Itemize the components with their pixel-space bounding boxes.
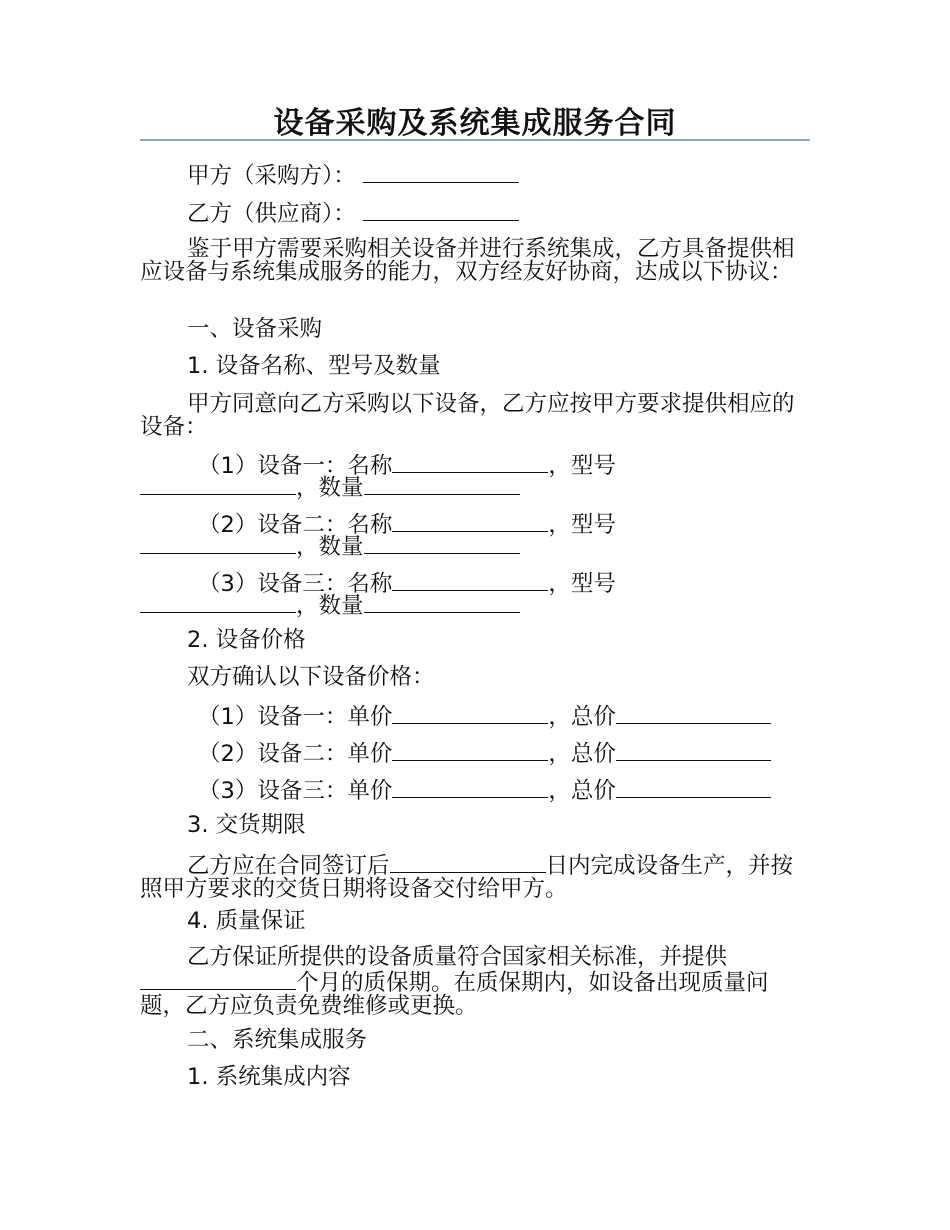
device-1-line-2 <box>140 474 810 500</box>
price-label: （1）设备一：单价 <box>198 704 393 730</box>
party-b-line <box>140 200 810 226</box>
section-2-item-1-heading: 1. 系统集成内容 <box>187 1064 351 1090</box>
device-2-line-2 <box>140 533 810 559</box>
warranty-months-blank <box>140 969 296 990</box>
device-3-line-2 <box>140 592 810 618</box>
section-1-item-4-text <box>140 946 810 1018</box>
model-label: ，型号 <box>548 453 616 479</box>
party-b-blank <box>363 200 519 221</box>
party-b-label: 乙方（供应商）： <box>187 201 356 227</box>
name-blank <box>392 511 548 532</box>
name-blank <box>392 452 548 473</box>
warranty-text-b: 个月的质保期。在质保期内，如设备出现质量问题，乙方应负责免费维修或更换。 <box>140 970 769 1019</box>
preamble-paragraph: 鉴于甲方需要采购相关设备并进行系统集成，乙方具备提供相应设备与系统集成服务的能力，双方经友好协商，达成以下协议： <box>140 236 795 285</box>
section-1-item-3-heading: 3. 交货期限 <box>187 812 306 838</box>
price-label: （2）设备二：单价 <box>198 741 393 767</box>
delivery-text-a: 乙方应在合同签订后 <box>187 853 390 879</box>
total-label: ，总价 <box>548 741 616 767</box>
section-2-heading: 二、系统集成服务 <box>187 1027 368 1053</box>
section-1-item-1-heading: 1. 设备名称、型号及数量 <box>187 353 441 379</box>
unit-price-blank <box>392 703 548 724</box>
qty-label: ，数量 <box>296 534 364 560</box>
party-a-label: 甲方（采购方）： <box>187 163 356 189</box>
qty-blank <box>364 592 520 613</box>
total-price-blank <box>616 703 771 724</box>
total-label: ，总价 <box>548 704 616 730</box>
device-label: （3）设备三：名称 <box>198 571 393 597</box>
model-label: ，型号 <box>548 512 616 538</box>
warranty-text-a: 乙方保证所提供的设备质量符合国家相关标准，并提供 <box>187 944 728 970</box>
section-1-item-2-text: 双方确认以下设备价格： <box>187 664 435 690</box>
model-blank <box>140 474 296 495</box>
qty-label: ，数量 <box>296 475 364 501</box>
device-label: （1）设备一：名称 <box>198 453 393 479</box>
party-a-line <box>140 162 810 188</box>
price-2-line <box>140 740 810 766</box>
price-1-line <box>140 703 810 729</box>
model-blank <box>140 592 296 613</box>
qty-label: ，数量 <box>296 593 364 619</box>
model-blank <box>140 533 296 554</box>
delivery-text-b: 日内完成设备生产，并按照甲方要求的交货日期将设备交付给甲方。 <box>140 853 794 902</box>
name-blank <box>392 570 548 591</box>
section-1-item-2-heading: 2. 设备价格 <box>187 627 306 653</box>
unit-price-blank <box>392 740 548 761</box>
document-title: 设备采购及系统集成服务合同 <box>273 106 677 141</box>
unit-price-blank <box>392 777 548 798</box>
price-label: （3）设备三：单价 <box>198 778 393 804</box>
qty-blank <box>364 533 520 554</box>
section-1-item-4-heading: 4. 质量保证 <box>187 908 306 934</box>
total-price-blank <box>616 740 771 761</box>
model-label: ，型号 <box>548 571 616 597</box>
qty-blank <box>364 474 520 495</box>
device-label: （2）设备二：名称 <box>198 512 393 538</box>
section-1-heading: 一、设备采购 <box>187 316 323 342</box>
party-a-blank <box>363 162 519 183</box>
total-label: ，总价 <box>548 778 616 804</box>
delivery-days-blank <box>390 852 546 873</box>
section-1-item-1-text: 甲方同意向乙方采购以下设备，乙方应按甲方要求提供相应的设备： <box>140 391 795 440</box>
total-price-blank <box>616 777 771 798</box>
section-1-item-3-text <box>140 852 810 901</box>
title-underline <box>140 139 810 141</box>
price-3-line <box>140 777 810 803</box>
